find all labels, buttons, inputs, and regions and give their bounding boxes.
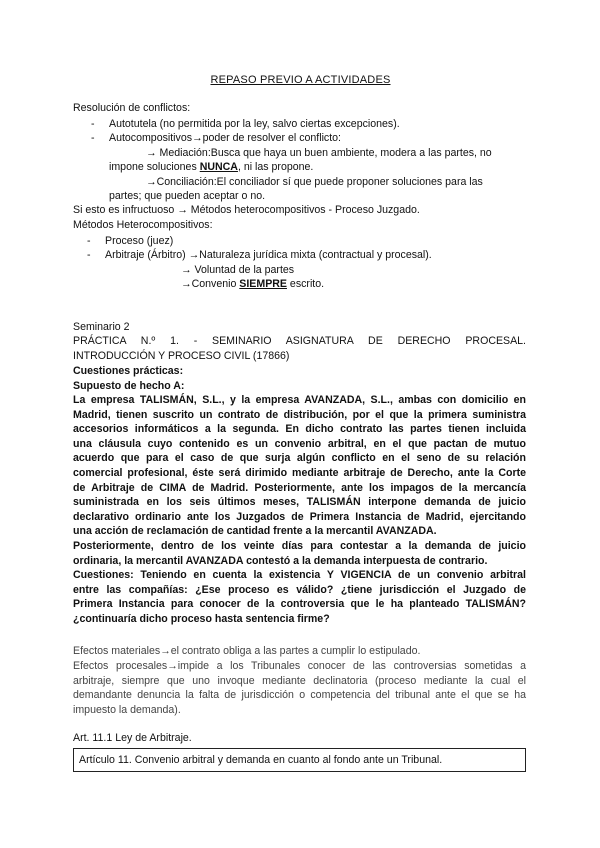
paragraph-line: suministrada en los seis últimos meses, TALISMÁN interpone demanda de juicio bbox=[73, 496, 526, 509]
conflicts-item-autotutela: Autotutela (no permitida por la ley, salvo ciertas excepciones). bbox=[109, 118, 400, 130]
voluntad-line: → Voluntad de la partes bbox=[181, 264, 295, 276]
supuesto-paragraph bbox=[73, 393, 526, 627]
conflicts-item-autocompositivos: Autocompositivos→poder de resolver el conflicto: bbox=[109, 132, 341, 144]
hetero-heading: Métodos Heterocompositivos: bbox=[73, 219, 213, 231]
mediacion-text-end: , ni las propone. bbox=[237, 161, 314, 173]
conflicts-heading: Resolución de conflictos: bbox=[73, 102, 191, 114]
practica-line1: PRÁCTICA N.º 1. - SEMINARIO ASIGNATURA DE DERECHO PROCESAL. bbox=[73, 335, 526, 347]
emphasis-nunca: NUNCA bbox=[199, 161, 238, 173]
paragraph-line: ordinaria, la mercantil AVANZADA contestó a la demanda interpuesta de contrario. bbox=[73, 554, 488, 567]
convenio-text-end: escrito. bbox=[286, 278, 325, 290]
mediacion-line1: → Mediación:Busca que haya un buen ambiente, modera a las partes, no bbox=[146, 147, 492, 159]
paragraph-line: Efectos procesales→impide a los Tribunales conocer de las controversias sometidas a bbox=[73, 660, 526, 672]
paragraph-line: demandante denuncia la falta de jurisdicción o competencia del tribunal ante el que se ha bbox=[73, 689, 526, 702]
emphasis-siempre: SIEMPRE bbox=[239, 278, 287, 290]
paragraph-line: Cuestiones: Teniendo en cuenta la existencia Y VIGENCIA de un convenio arbitral bbox=[73, 569, 526, 582]
convenio-text: →Convenio bbox=[181, 278, 240, 290]
efectos-materiales: Efectos materiales→el contrato obliga a las partes a cumplir lo estipulado. bbox=[73, 645, 421, 657]
bullet-dash: - bbox=[91, 118, 95, 130]
convenio-line bbox=[181, 277, 324, 291]
bullet-dash: - bbox=[87, 235, 91, 247]
paragraph-line: declarativo ordinario ante los Juzgados de Primera Instancia de Madrid, ejercitando bbox=[73, 510, 526, 523]
page-title: REPASO PREVIO A ACTIVIDADES bbox=[210, 74, 391, 86]
article-reference: Art. 11.1 Ley de Arbitraje. bbox=[73, 732, 192, 744]
hetero-item-proceso: Proceso (juez) bbox=[105, 235, 174, 247]
paragraph-line: de Arbitraje de CIMA de Madrid. Posteriormente, ante los impagos de la mercancía bbox=[73, 481, 526, 494]
conciliacion-line2: partes; que pueden aceptar o no. bbox=[109, 190, 266, 202]
supuesto-heading: Supuesto de hecho A: bbox=[73, 380, 185, 392]
paragraph-line: acuerdo que para el caso de que surja algún conflicto en el seno de su relación bbox=[73, 452, 526, 465]
hetero-item-arbitraje: Arbitraje (Árbitro) →Naturaleza jurídica mixta (contractual y procesal). bbox=[105, 249, 432, 261]
conciliacion-line1: →Conciliación:El conciliador sí que puede proponer soluciones para las bbox=[146, 176, 483, 188]
paragraph-line: arbitraje, siempre que uno invoque mediante declinatoria (proceso mediante la cual el bbox=[73, 674, 526, 687]
cuestiones-heading: Cuestiones prácticas: bbox=[73, 365, 184, 377]
mediacion-text: impone soluciones bbox=[109, 161, 200, 173]
practica-line2: INTRODUCCIÓN Y PROCESO CIVIL (17866) bbox=[73, 350, 290, 362]
paragraph-line: Primera Instancia para conocer de la controversia que le ha planteado TALISMÁN? bbox=[73, 598, 526, 611]
efectos-procesales bbox=[73, 659, 526, 717]
paragraph-line: Madrid, tienen suscrito un contrato de distribución, por el que la primera suministra bbox=[73, 408, 526, 421]
paragraph-line: accesorios informáticos a la segunda. En dicho contrato las partes tienen incluida bbox=[73, 423, 526, 436]
bullet-dash: - bbox=[87, 249, 91, 261]
paragraph-line: La empresa TALISMÁN, S.L., y la empresa AVANZADA, S.L., ambas con domicilio en bbox=[73, 394, 526, 406]
infructuoso-line: Si esto es infructuoso → Métodos heterocompositivos - Proceso Juzgado. bbox=[73, 204, 420, 216]
seminar-label: Seminario 2 bbox=[73, 321, 130, 333]
paragraph-line: impuesto la demanda). bbox=[73, 703, 181, 716]
article-box: Artículo 11. Convenio arbitral y demanda en cuanto al fondo ante un Tribunal. bbox=[73, 748, 526, 772]
mediacion-line2 bbox=[109, 160, 313, 174]
bullet-dash: - bbox=[91, 132, 95, 144]
paragraph-line: comercial profesional, éste será dirimido mediante arbitraje de Derecho, ante la Corte bbox=[73, 466, 526, 479]
paragraph-line: una acción de reclamación de cantidad frente a la mercantil AVANZADA. bbox=[73, 525, 437, 538]
paragraph-line: Posteriormente, dentro de los veinte días para contestar a la demanda de juicio bbox=[73, 539, 526, 552]
paragraph-line: ¿continuaría dicho proceso hasta sentencia firme? bbox=[73, 612, 330, 625]
paragraph-line: entre las compañías: ¿Ese proceso es válido? ¿tiene jurisdicción el Juzgado de bbox=[73, 583, 526, 596]
paragraph-line: una cláusula cuyo contenido es un convenio arbitral, en el que pactan de mutuo bbox=[73, 437, 526, 450]
